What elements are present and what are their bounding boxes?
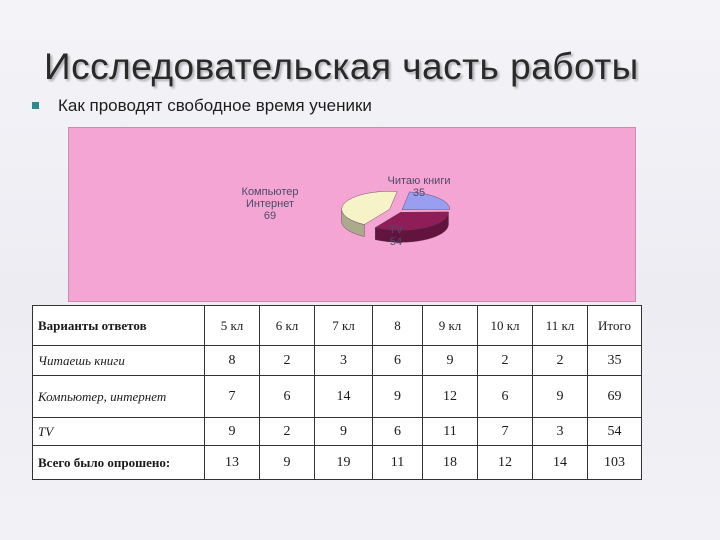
column-header: 7 кл <box>315 306 373 346</box>
table-cell: 12 <box>423 376 478 418</box>
column-header: 8 <box>373 306 423 346</box>
pie-label: 69 <box>263 210 277 222</box>
table-cell: 54 <box>588 418 642 446</box>
pie-label: 35 <box>412 187 426 199</box>
table-row <box>33 376 642 418</box>
pie-label: Читаю книги <box>387 175 451 187</box>
pie-label: Компьютер <box>241 186 299 198</box>
slide-subtitle: Как проводят свободное время ученики <box>58 96 372 115</box>
column-header: 11 кл <box>533 306 588 346</box>
survey-table <box>32 305 642 480</box>
table-cell: 9 <box>373 376 423 418</box>
column-header: 5 кл <box>205 306 260 346</box>
row-label: Компьютер, интернет <box>33 376 205 418</box>
table-cell: 2 <box>260 418 315 446</box>
table-cell: 69 <box>588 376 642 418</box>
table-cell: 103 <box>588 446 642 480</box>
pie-label: Интернет <box>246 198 294 210</box>
column-header: 10 кл <box>478 306 533 346</box>
table-cell: 11 <box>423 418 478 446</box>
table-cell: 2 <box>478 346 533 376</box>
table-cell: 3 <box>315 346 373 376</box>
table-cell: 12 <box>478 446 533 480</box>
column-header: 9 кл <box>423 306 478 346</box>
table-cell: 7 <box>205 376 260 418</box>
table-cell: 13 <box>205 446 260 480</box>
pie-chart-area <box>68 127 636 302</box>
pie-chart <box>69 128 635 301</box>
table-cell: 2 <box>260 346 315 376</box>
table-cell: 2 <box>533 346 588 376</box>
row-label: TV <box>33 418 205 446</box>
pie-slice <box>402 192 450 210</box>
table-row <box>33 418 642 446</box>
table-cell: 9 <box>205 418 260 446</box>
column-header: Итого <box>588 306 642 346</box>
table-row <box>33 346 642 376</box>
table-cell: 3 <box>533 418 588 446</box>
pie-label: 54 <box>389 236 403 248</box>
table-cell: 9 <box>423 346 478 376</box>
table-cell: 6 <box>478 376 533 418</box>
table-cell: 9 <box>260 446 315 480</box>
table-cell: 6 <box>373 346 423 376</box>
table-cell: 14 <box>533 446 588 480</box>
table-cell: 18 <box>423 446 478 480</box>
table-cell: 8 <box>205 346 260 376</box>
table-cell: 35 <box>588 346 642 376</box>
table-cell: 6 <box>260 376 315 418</box>
slide-title: Исследовательская часть работы <box>44 46 639 87</box>
column-header: Варианты ответов <box>33 306 205 346</box>
table-header-row <box>33 306 642 346</box>
table-cell: 6 <box>373 418 423 446</box>
pie-label: TV <box>388 224 404 236</box>
table-cell: 9 <box>315 418 373 446</box>
table-cell: 7 <box>478 418 533 446</box>
table-row <box>33 446 642 480</box>
bullet-square-icon <box>32 102 39 109</box>
table-cell: 9 <box>533 376 588 418</box>
table-cell: 19 <box>315 446 373 480</box>
table-cell: 14 <box>315 376 373 418</box>
column-header: 6 кл <box>260 306 315 346</box>
row-label: Всего было опрошено: <box>33 446 205 480</box>
row-label: Читаешь книги <box>33 346 205 376</box>
table-cell: 11 <box>373 446 423 480</box>
